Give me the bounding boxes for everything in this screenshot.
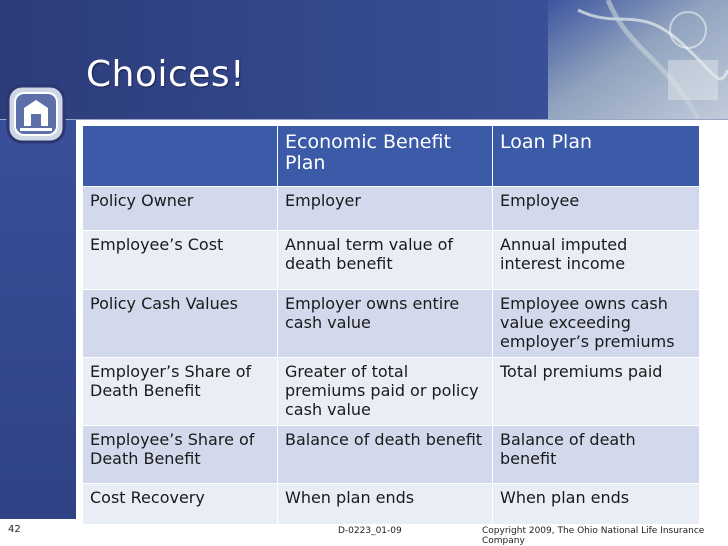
table-row: [83, 231, 700, 290]
table-row: [83, 484, 700, 525]
table-row: [83, 358, 700, 426]
table-row: [83, 187, 700, 231]
economic-benefit-cell: Annual term value of death benefit: [278, 231, 493, 290]
loan-plan-cell: Balance of death benefit: [493, 426, 700, 484]
economic-benefit-cell: Employer owns entire cash value: [278, 290, 493, 358]
header-cell-economic-benefit-plan: Economic Benefit Plan: [278, 126, 493, 187]
row-label: Cost Recovery: [83, 484, 278, 525]
table-row: [83, 426, 700, 484]
row-label: Employer’s Share of Death Benefit: [83, 358, 278, 426]
table-row: [83, 290, 700, 358]
row-label: Policy Owner: [83, 187, 278, 231]
loan-plan-cell: Total premiums paid: [493, 358, 700, 426]
page-number: 42: [8, 524, 21, 535]
row-label: Policy Cash Values: [83, 290, 278, 358]
economic-benefit-cell: Balance of death benefit: [278, 426, 493, 484]
row-label: Employee’s Share of Death Benefit: [83, 426, 278, 484]
table-header-row: [83, 126, 700, 187]
economic-benefit-cell: Employer: [278, 187, 493, 231]
economic-benefit-cell: Greater of total premiums paid or policy cash value: [278, 358, 493, 426]
row-label: Employee’s Cost: [83, 231, 278, 290]
loan-plan-cell: Employee: [493, 187, 700, 231]
loan-plan-cell: Employee owns cash value exceeding employer’s premiums: [493, 290, 700, 358]
document-code: D-0223_01-09: [338, 526, 402, 536]
economic-benefit-cell: When plan ends: [278, 484, 493, 525]
company-logo-icon: [6, 84, 66, 144]
decorative-image: [548, 0, 728, 119]
slide-title: Choices!: [86, 54, 246, 95]
loan-plan-cell: When plan ends: [493, 484, 700, 525]
header-cell-blank: [83, 126, 278, 187]
banner-divider: [0, 119, 728, 120]
left-sidebar-strip: [0, 119, 76, 519]
comparison-table: [82, 125, 700, 525]
copyright-notice: Copyright 2009, The Ohio National Life Insurance Company: [482, 526, 705, 546]
header-cell-loan-plan: Loan Plan: [493, 126, 700, 187]
loan-plan-cell: Annual imputed interest income: [493, 231, 700, 290]
